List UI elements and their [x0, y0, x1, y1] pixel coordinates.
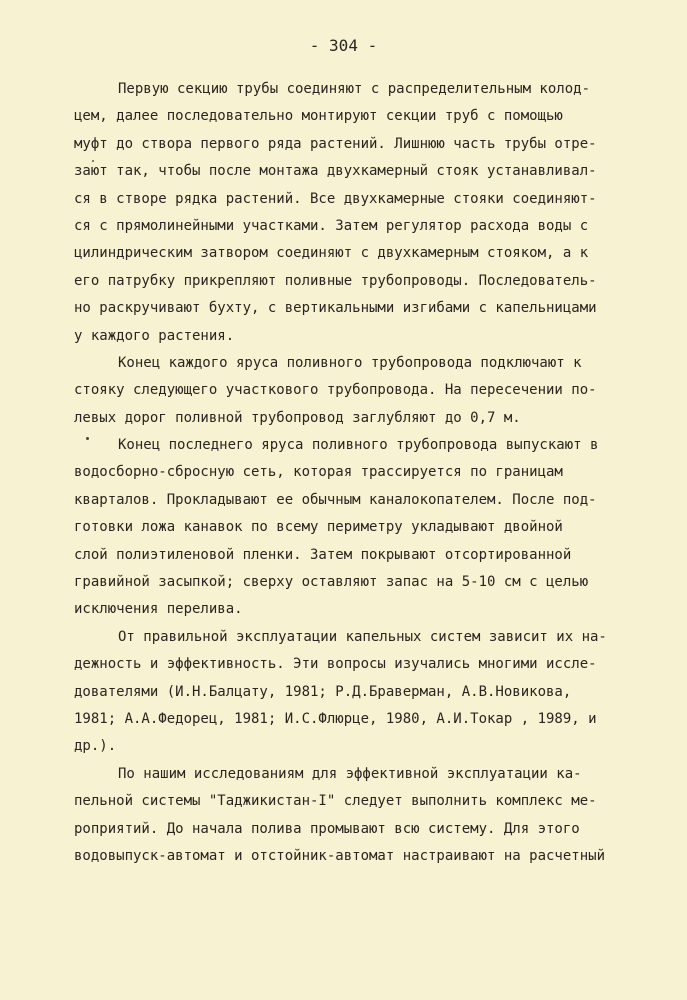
text-line: 1981; А.А.Федорец, 1981; И.С.Флюрце, 1980, А.И.Токар , 1989, и: [74, 710, 597, 727]
text-line: роприятий. До начала полива промывают всю систему. Для этого: [74, 820, 580, 837]
text-line: дователями (И.Н.Балцату, 1981; Р.Д.Браверман, А.В.Новикова,: [74, 683, 572, 700]
text-line: зают так, чтобы после монтажа двухкамерный стояк устанавливал-: [74, 163, 597, 180]
text-line: ся с прямолинейными участками. Затем регулятор расхода воды с: [74, 217, 589, 234]
text-line: цилиндрическим затвором соединяют с двухкамерным стояком, а к: [74, 245, 589, 262]
text-line: Конец каждого яруса поливного трубопровода подключают к: [118, 354, 582, 371]
text-line: готовки ложа канавок по всему периметру укладывают двойной: [74, 519, 563, 536]
text-line: др.).: [74, 738, 117, 755]
text-line: но раскручивают бухту, с вертикальными изгибами с капельницами: [74, 300, 597, 317]
text-line: водовыпуск-автомат и отстойник-автомат настраивают на расчетный: [74, 847, 606, 864]
text-line: гравийной засыпкой; сверху оставляют запас на 5-10 см с целью: [74, 574, 589, 591]
text-line: водосборно-сбросную сеть, которая трассируется по границам: [74, 464, 563, 481]
text-line: левых дорог поливной трубопровод заглубляют до 0,7 м.: [74, 409, 521, 426]
text-line: пельной системы "Таджикистан-I" следует выполнить комплекс ме-: [74, 793, 597, 810]
text-line: ся в створе рядка растений. Все двухкамерные стояки соединяют-: [74, 190, 597, 207]
text-line: кварталов. Прокладывают ее обычным каналокопателем. После под-: [74, 491, 597, 508]
text-line: Конец последнего яруса поливного трубопровода выпускают в: [118, 437, 599, 454]
text-line: От правильной эксплуатации капельных систем зависит их на-: [118, 628, 607, 645]
text-line: слой полиэтиленовой пленки. Затем покрывают отсортированной: [74, 546, 572, 563]
text-line: цем, далее последовательно монтируют секции труб с помощью: [74, 108, 563, 125]
body-text: [74, 76, 634, 870]
text-line: Первую секцию трубы соединяют с распределительным колод-: [118, 81, 591, 97]
text-line: По нашим исследованиям для эффективной эксплуатации ка-: [118, 765, 582, 782]
text-line: стояку следующего участкового трубопровода. На пересечении по-: [74, 382, 597, 399]
text-line: его патрубку прикрепляют поливные трубопроводы. Последователь-: [74, 272, 597, 289]
text-line: исключения перелива.: [74, 601, 243, 618]
page-number: - 304 -: [309, 36, 378, 55]
text-line: дежность и эффективность. Эти вопросы изучались многими иссле-: [74, 656, 597, 673]
text-line: муфт до створа первого ряда растений. Лишнюю часть трубы отре-: [74, 135, 597, 152]
text-line: у каждого растения.: [74, 327, 235, 344]
